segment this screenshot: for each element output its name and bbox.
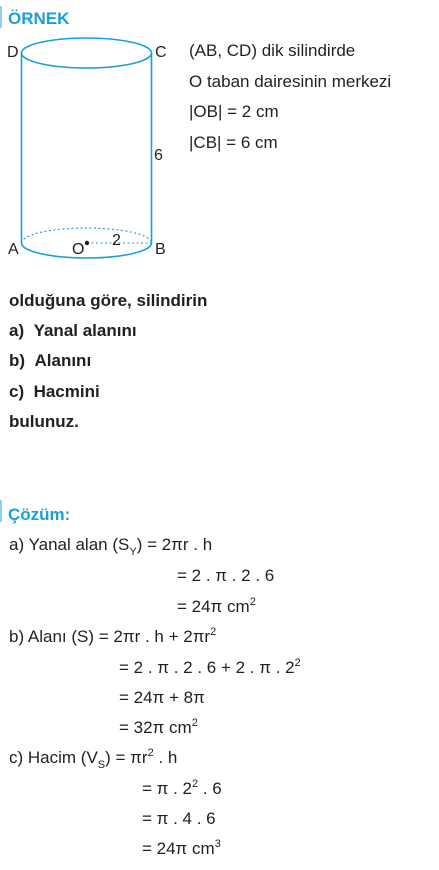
solution-text: = 24π cm	[177, 597, 250, 616]
cylinder-figure	[0, 28, 180, 268]
subscript: Y	[129, 546, 137, 558]
example-heading: ÖRNEK	[8, 9, 70, 28]
question-intro: olduğuna göre, silindirin	[9, 291, 208, 310]
solution-text: = π . 2	[142, 779, 193, 798]
solution-c-line1	[9, 747, 178, 771]
solution-b-line1	[9, 627, 216, 647]
solution-b-line4	[119, 718, 198, 738]
item-text: Alanını	[34, 351, 92, 370]
question-outro: bulunuz.	[9, 412, 79, 431]
item-text: Yanal alanını	[33, 321, 137, 340]
superscript: 2	[192, 778, 199, 790]
solution-text: . h	[153, 748, 178, 767]
point-label-D: D	[7, 44, 19, 61]
height-label: 6	[154, 147, 163, 164]
solution-a-line1	[9, 535, 213, 558]
solution-text: . 6	[198, 779, 222, 798]
solution-text: ) = πr	[105, 748, 148, 767]
item-letter: a)	[9, 321, 25, 340]
question-item-c	[9, 382, 100, 402]
point-label-O: O	[72, 241, 85, 258]
point-label-C: C	[155, 44, 167, 61]
subscript: S	[97, 759, 106, 771]
solution-text: c) Hacim (V	[9, 748, 98, 767]
given-line: O taban dairesinin merkezi	[189, 71, 392, 91]
question-item-a	[9, 321, 137, 341]
point-label-B: B	[155, 241, 166, 258]
solution-c-line3: = π . 4 . 6	[142, 809, 216, 828]
radius-label: 2	[112, 232, 121, 249]
given-line: (AB, CD) dik silindirde	[189, 41, 356, 60]
heading-accent-bar	[0, 6, 2, 28]
superscript: 2	[294, 657, 301, 669]
solution-text: = 24π cm	[142, 839, 215, 858]
solution-text: ) = 2πr . h	[136, 535, 213, 554]
given-list	[189, 36, 391, 158]
solution-b-line2	[119, 658, 301, 678]
solution-text: a) Yanal alan (S	[9, 535, 130, 554]
center-point-O	[85, 241, 89, 245]
point-label-A: A	[8, 241, 19, 258]
superscript: 2	[249, 596, 256, 608]
solution-a-line2: = 2 . π . 2 . 6	[177, 566, 275, 585]
superscript: 2	[191, 717, 198, 729]
solution-heading: Çözüm:	[8, 505, 71, 524]
bottom-back-arc	[22, 228, 152, 243]
solution-b-line3: = 24π + 8π	[119, 688, 205, 707]
solution-text: = 32π cm	[119, 718, 192, 737]
solution-text: = 2 . π . 2 . 6 + 2 . π . 2	[119, 658, 295, 677]
item-letter: c)	[9, 382, 25, 401]
solution-c-line4	[142, 839, 221, 859]
superscript: 2	[147, 747, 154, 759]
item-letter: b)	[9, 351, 26, 370]
given-line: |OB| = 2 cm	[189, 102, 279, 121]
solution-a-line3	[177, 597, 256, 617]
superscript: 3	[214, 838, 221, 850]
question-item-b	[9, 351, 91, 371]
item-text: Hacmini	[33, 382, 100, 401]
superscript: 2	[210, 626, 217, 638]
solution-c-line2	[142, 779, 222, 799]
top-ellipse	[22, 38, 152, 68]
bottom-front-arc	[22, 243, 152, 258]
given-line: |CB| = 6 cm	[189, 132, 278, 152]
solution-text: b) Alanı (S) = 2πr . h + 2πr	[9, 627, 211, 646]
solution-accent-bar	[0, 500, 2, 522]
